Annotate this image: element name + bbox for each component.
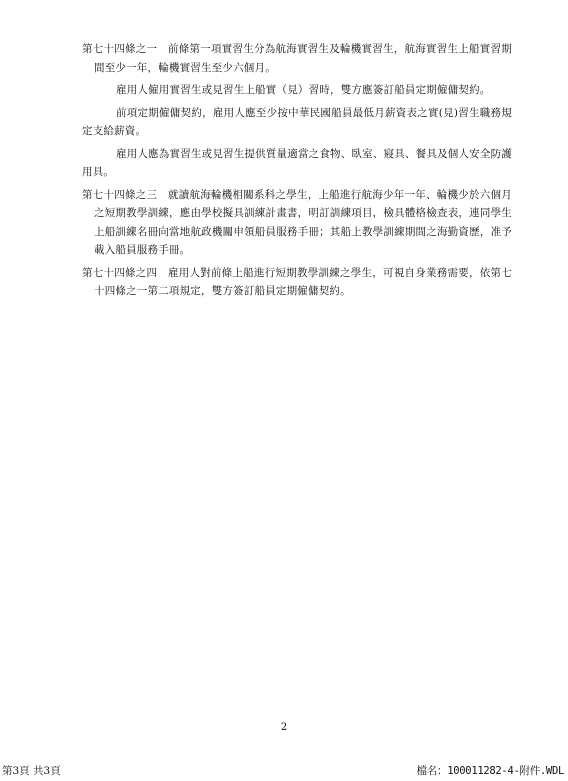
footer-file-name: 檔名：100011282-4-附件.WDL (416, 765, 564, 777)
article-74-1-clause-3: 前項定期僱傭契約，雇用人應至少按中華民國船員最低月薪資表之實(見)習生職務規定支給薪資。 (82, 106, 512, 137)
footer-page-info: 第3頁 共3頁 (2, 765, 61, 777)
page-number: 2 (280, 722, 288, 733)
article-74-1-clause-2: 雇用人僱用實習生或見習生上船實（見）習時，雙方應簽訂船員定期僱傭契約。 (116, 84, 491, 96)
article-74-1-paragraph: 第七十四條之一 前條第一項實習生分為航海實習生及輪機實習生，航海實習生上船實習期間至少一年，輪機實習生至少六個月。 (82, 43, 512, 74)
article-74-4-paragraph: 第七十四條之四 雇用人對前條上船進行短期教學訓練之學生，可視自身業務需要，依第七十四條之一第二項規定，雙方簽訂船員定期僱傭契約。 (82, 266, 512, 297)
article-74-3-paragraph: 第七十四條之三 就讀航海輪機相關系科之學生，上船進行航海少年一年、輪機少於六個月之短期教學訓練，應由學校擬具訓練計畫書，明訂訓練項目，檢具體格檢查表，連同學生上船訓練名冊向當地航政機關申領船員服務手冊；其船上教學訓練期間之海勤資歷，准予載入船員服務手冊。 (82, 188, 512, 256)
article-74-1-clause-4: 雇用人應為實習生或見習生提供質量適當之食物、臥室、寢具、餐具及個人安全防護用具。 (82, 147, 512, 178)
document-body (82, 40, 512, 305)
